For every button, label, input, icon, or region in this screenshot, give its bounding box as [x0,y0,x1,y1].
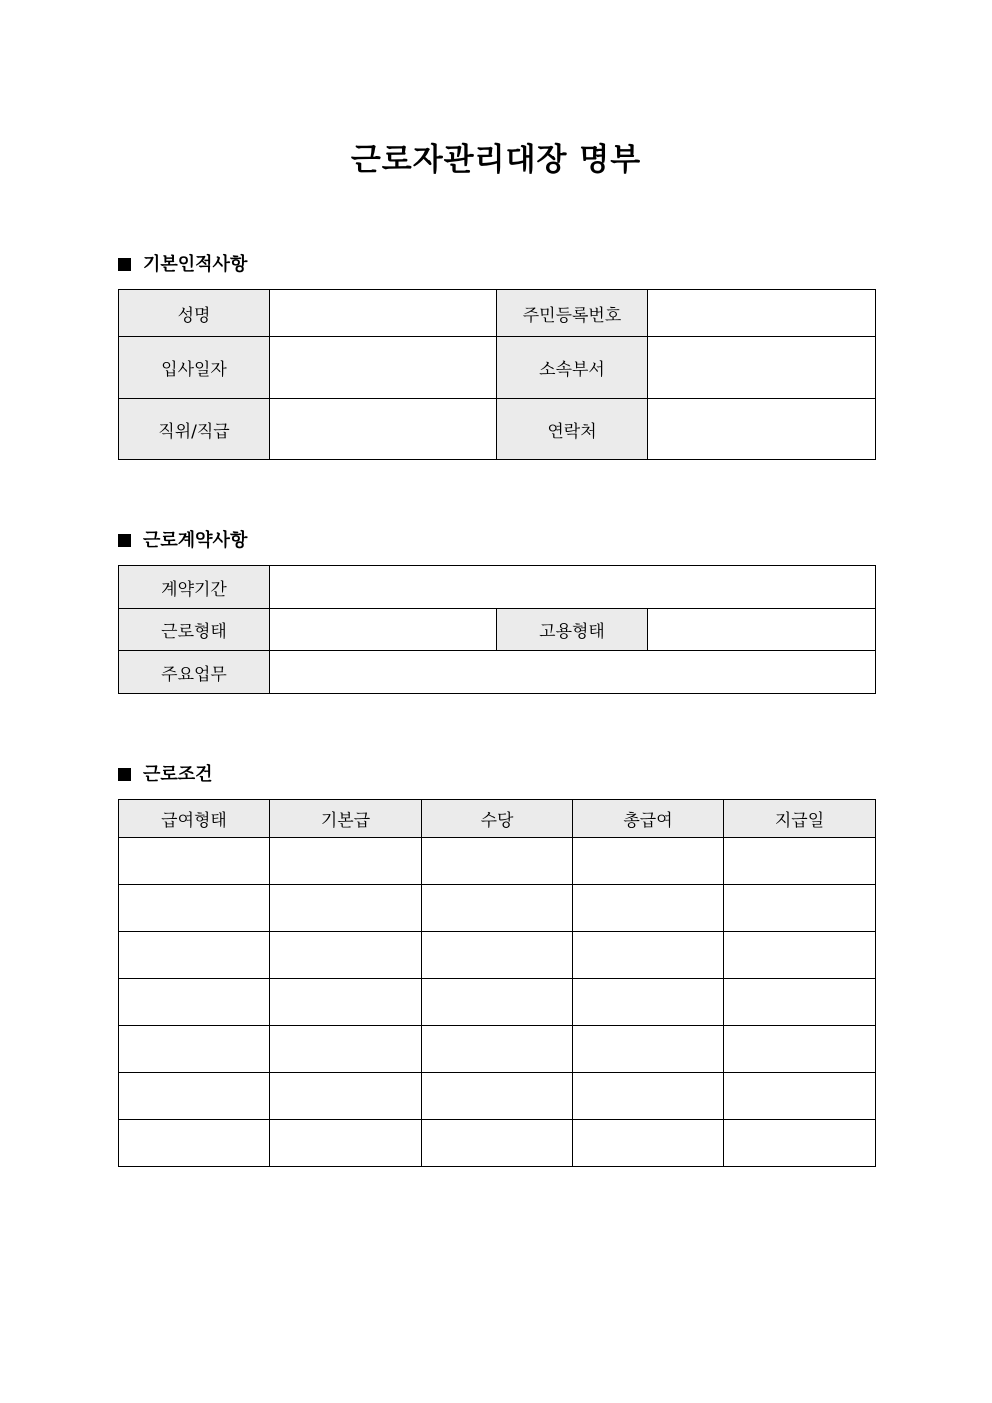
main-duties-label: 주요업무 [119,651,270,694]
allowance-cell[interactable] [422,1073,573,1120]
table-row [119,1120,876,1167]
position-label: 직위/직급 [119,399,270,460]
main-duties-field[interactable] [270,651,876,694]
base-pay-cell[interactable] [270,1120,422,1167]
employment-type-field[interactable] [648,609,876,651]
section-title: 근로계약사항 [143,530,248,551]
contact-label: 연락처 [497,399,648,460]
section-heading-personal-info [118,254,247,276]
pay-type-cell[interactable] [119,1120,270,1167]
section-title: 근로조건 [143,764,213,785]
base-pay-cell[interactable] [270,1026,422,1073]
column-header-base-pay: 기본급 [270,800,422,838]
contract-period-field[interactable] [270,566,876,609]
total-pay-cell[interactable] [573,932,724,979]
table-row [119,1026,876,1073]
pay-date-cell[interactable] [724,932,876,979]
personal-info-table [118,289,876,460]
employment-type-label: 고용형태 [497,609,648,651]
work-conditions-table [118,799,876,1167]
table-row [119,979,876,1026]
square-bullet-icon [118,258,131,271]
allowance-cell[interactable] [422,979,573,1026]
name-label: 성명 [119,290,270,337]
section-heading-work-conditions [118,764,213,786]
column-header-total-pay: 총급여 [573,800,724,838]
section-heading-contract-info [118,530,247,552]
table-row [119,399,876,460]
department-label: 소속부서 [497,337,648,399]
table-row [119,337,876,399]
contact-field[interactable] [648,399,876,460]
table-row [119,651,876,694]
pay-date-cell[interactable] [724,885,876,932]
total-pay-cell[interactable] [573,1120,724,1167]
total-pay-cell[interactable] [573,885,724,932]
work-conditions-body [119,838,876,1167]
resident-number-field[interactable] [648,290,876,337]
allowance-cell[interactable] [422,932,573,979]
square-bullet-icon [118,768,131,781]
resident-number-label: 주민등록번호 [497,290,648,337]
work-type-field[interactable] [270,609,497,651]
pay-date-cell[interactable] [724,979,876,1026]
hire-date-field[interactable] [270,337,497,399]
column-header-pay-date: 지급일 [724,800,876,838]
base-pay-cell[interactable] [270,885,422,932]
total-pay-cell[interactable] [573,1026,724,1073]
pay-type-cell[interactable] [119,932,270,979]
pay-type-cell[interactable] [119,979,270,1026]
pay-date-cell[interactable] [724,1120,876,1167]
contract-info-table [118,565,876,694]
base-pay-cell[interactable] [270,1073,422,1120]
total-pay-cell[interactable] [573,1073,724,1120]
pay-date-cell[interactable] [724,1073,876,1120]
document-title: 근로자관리대장 명부 [350,142,642,178]
table-row [119,885,876,932]
allowance-cell[interactable] [422,1026,573,1073]
department-field[interactable] [648,337,876,399]
table-row [119,609,876,651]
position-field[interactable] [270,399,497,460]
base-pay-cell[interactable] [270,932,422,979]
total-pay-cell[interactable] [573,838,724,885]
total-pay-cell[interactable] [573,979,724,1026]
table-row [119,1073,876,1120]
pay-type-cell[interactable] [119,838,270,885]
allowance-cell[interactable] [422,838,573,885]
pay-type-cell[interactable] [119,1073,270,1120]
pay-date-cell[interactable] [724,1026,876,1073]
square-bullet-icon [118,534,131,547]
allowance-cell[interactable] [422,1120,573,1167]
table-row [119,290,876,337]
pay-type-cell[interactable] [119,885,270,932]
pay-date-cell[interactable] [724,838,876,885]
contract-period-label: 계약기간 [119,566,270,609]
column-header-allowance: 수당 [422,800,573,838]
name-field[interactable] [270,290,497,337]
section-title: 기본인적사항 [143,254,248,275]
table-row [119,566,876,609]
allowance-cell[interactable] [422,885,573,932]
base-pay-cell[interactable] [270,838,422,885]
base-pay-cell[interactable] [270,979,422,1026]
column-header-pay-type: 급여형태 [119,800,270,838]
work-type-label: 근로형태 [119,609,270,651]
table-header-row [119,800,876,838]
hire-date-label: 입사일자 [119,337,270,399]
pay-type-cell[interactable] [119,1026,270,1073]
table-row [119,932,876,979]
table-row [119,838,876,885]
